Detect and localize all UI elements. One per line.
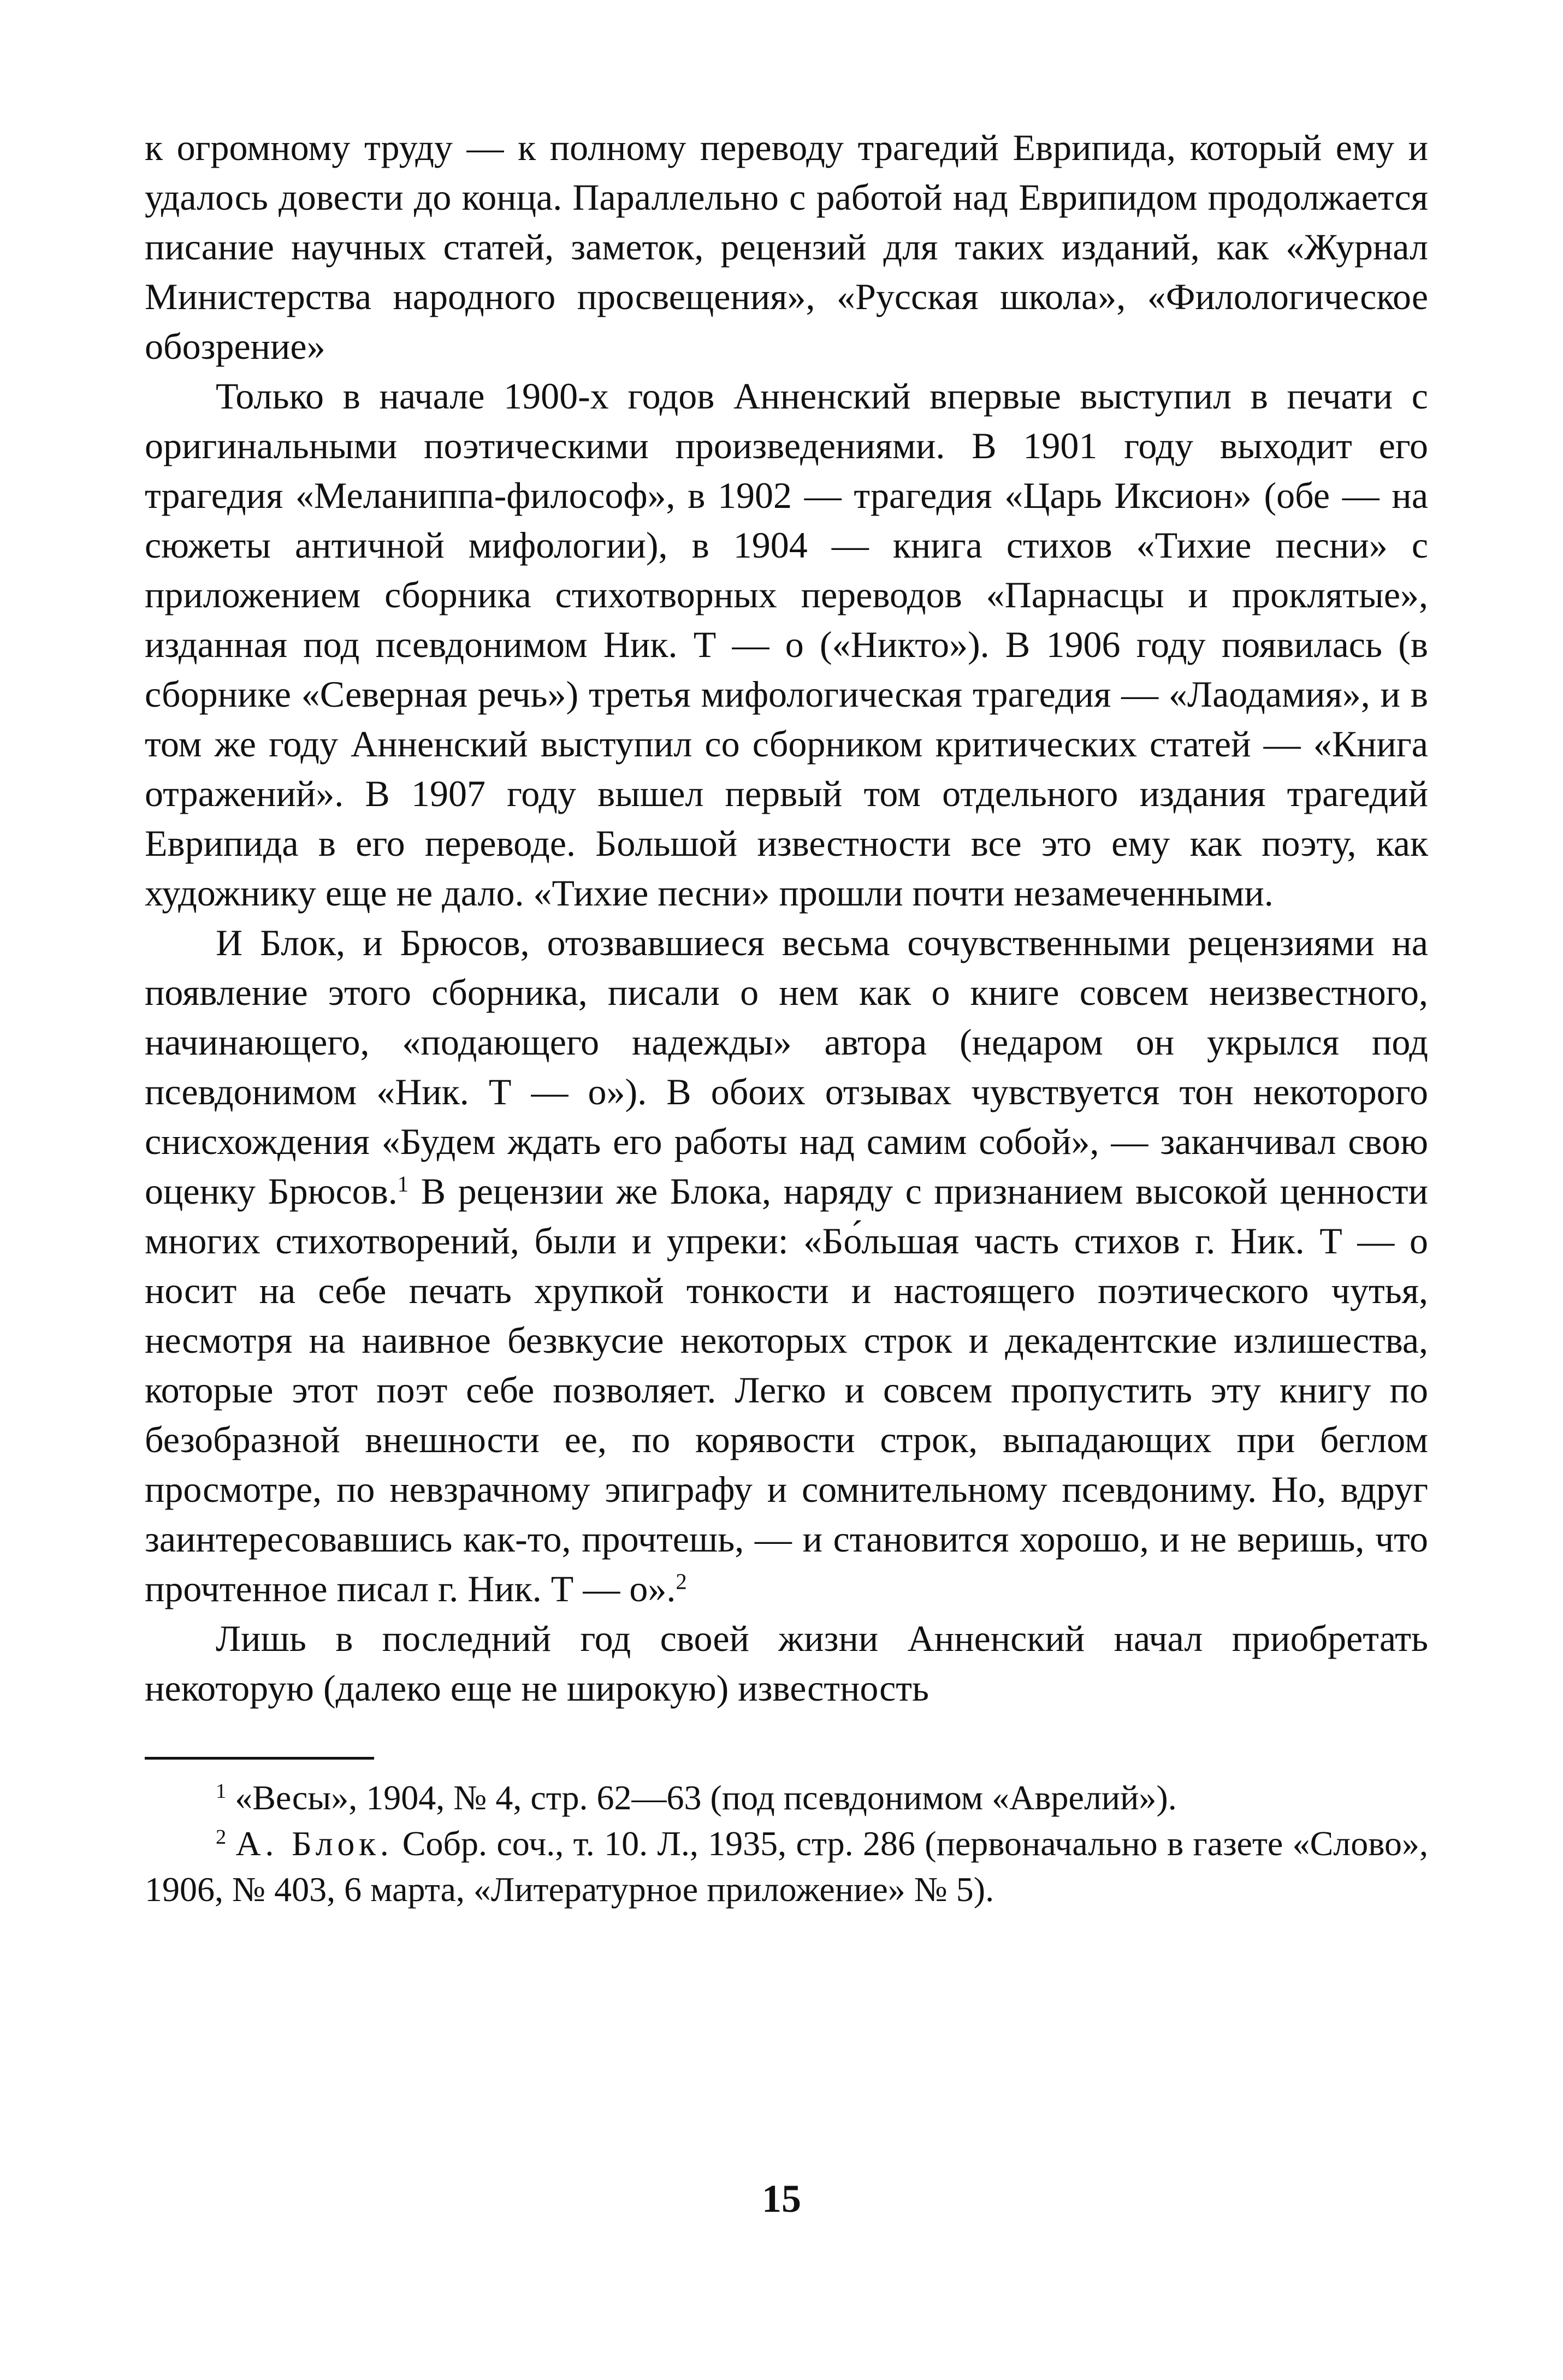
footnote-2-mark: 2 [216,1825,227,1849]
footnote-divider [145,1757,374,1760]
paragraph-3-continuation: В рецензии же Блока, наряду с признанием высокой ценности многих стихотворений, были и упреки: «Бо́льшая часть стихов г. Ник. Т — о носит на себе печать хрупкой тонкости и настоящего поэтического чутья, несмотря на наивное безвкусие некоторых строк и декадентские излишества, которые этот поэт себе позволяет. Легко и совсем пропустить эту книгу по безобразной внешности ее, по корявости строк, выпадающих при беглом просмотре, по невзрачному эпиграфу и сомнительному псевдониму. Но, вдруг заинтересовавшись как-то, прочтешь, — и становится хорошо, и не веришь, что прочтенное писал г. Ник. Т — о». [145,1170,1428,1609]
paragraph-4: Лишь в последний год своей жизни Анненский начал приобретать некоторую (далеко еще не широкую) известность [145,1618,1428,1709]
paragraph-2: Только в начале 1900-х годов Анненский впервые выступил в печати с оригинальными поэтическими произведениями. В 1901 году выходит его трагедия «Меланиппа-философ», в 1902 — трагедия «Царь Иксион» (обе — на сюжеты античной мифологии), в 1904 — книга стихов «Тихие песни» с приложением сборника стихотворных переводов «Парнасцы и проклятые», изданная под псевдонимом Ник. Т — о («Никто»). В 1906 году появилась (в сборнике «Северная речь») третья мифологическая трагедия — «Лаодамия», и в том же году Анненский выступил со сборником критических статей — «Книга отражений». В 1907 году вышел первый том отдельного издания трагедий Еврипида в его переводе. Большой известности все это ему как поэту, как художнику еще не дало. «Тихие песни» прошли почти незамеченными. [145,375,1428,914]
footnote-1 [145,1775,1428,1821]
paragraph-1: к огромному труду — к полному переводу трагедий Еврипида, который ему и удалось довести до конца. Параллельно с работой над Еврипидом продолжается писание научных статей, заметок, рецензий для таких изданий, как «Журнал Министерства народного просвещения», «Русская школа», «Филологическое обозрение» [145,127,1428,367]
footnote-2 [145,1821,1428,1913]
paragraph-3-text: И Блок, и Брюсов, отозвавшиеся весьма сочувственными рецензиями на появление этого сборника, писали о нем как о книге совсем неизвестного, начинающего, «подающего надежды» автора (недаром он укрылся под псевдонимом «Ник. Т — о»). В обоих отзывах чувствуется тон некоторого снисхождения «Будем ждать его работы над самим собой», — заканчивал свою оценку Брюсов. [145,922,1428,1212]
footnote-1-text: «Весы», 1904, № 4, стр. 62—63 (под псевдонимом «Аврелий»). [235,1778,1177,1817]
footnote-ref-1: 1 [397,1171,409,1197]
footnote-ref-2: 2 [676,1569,687,1594]
footnote-2-author: А. Блок. [235,1824,393,1863]
footnote-2-text: Собр. соч., т. 10. Л., 1935, стр. 286 (первоначально в газете «Слово», 1906, № 403, 6 марта, «Литературное приложение» № 5). [145,1824,1429,1909]
footnote-1-mark: 1 [216,1779,227,1803]
page-number: 15 [762,2177,801,2221]
page-body [145,123,1428,1913]
paragraph-3 [145,918,1428,1614]
